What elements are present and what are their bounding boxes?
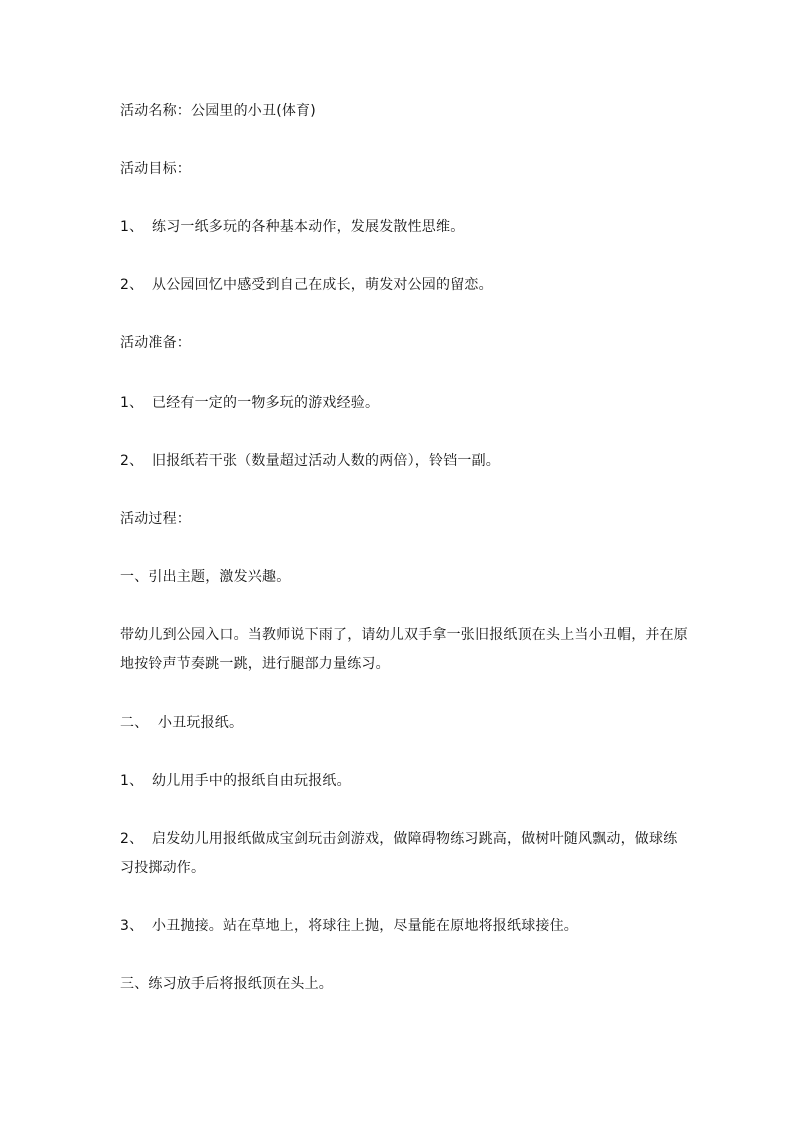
- prep-item-number: 1、: [120, 395, 144, 411]
- prep-heading: 活动准备：: [120, 335, 191, 351]
- prep-item-number: 2、: [120, 453, 144, 469]
- goal-item-text: 练习一纸多玩的各种基本动作，发展发散性思维。: [152, 219, 465, 235]
- goal-item: [120, 275, 493, 295]
- goal-item-text: 从公园回忆中感受到自己在成长，萌发对公园的留恋。: [152, 277, 493, 293]
- step2-heading: [120, 713, 243, 733]
- step3-heading: 三、练习放手后将报纸顶在头上。: [120, 976, 333, 992]
- prep-item: [120, 393, 379, 413]
- activity-title: 活动名称：公园里的小丑(体育): [120, 103, 316, 119]
- prep-item-text: 已经有一定的一物多玩的游戏经验。: [152, 395, 380, 411]
- goal-item-number: 1、: [120, 219, 144, 235]
- step2-item-number: 2、: [120, 831, 144, 847]
- step2-item-number: 3、: [120, 918, 144, 934]
- process-heading: 活动过程：: [120, 511, 191, 527]
- goal-item: [120, 217, 464, 237]
- step2-item-text: 幼儿用手中的报纸自由玩报纸。: [152, 773, 351, 789]
- step1-body-line: 地按铃声节奏跳一跳，进行腿部力量练习。: [120, 656, 390, 672]
- step2-item-text: 启发幼儿用报纸做成宝剑玩击剑游戏，做障碍物练习跳高，做树叶随风飘动，做球练: [152, 831, 678, 847]
- step1-heading: 一、引出主题，激发兴趣。: [120, 569, 291, 585]
- goal-item-number: 2、: [120, 277, 144, 293]
- goals-heading: 活动目标：: [120, 161, 191, 177]
- step2-heading-text: 小丑玩报纸。: [158, 715, 244, 731]
- step2-item-continuation: 习投掷动作。: [120, 860, 206, 876]
- step1-body-line: 带幼儿到公园入口。当教师说下雨了，请幼儿双手拿一张旧报纸顶在头上当小丑帽，并在原: [120, 627, 688, 643]
- prep-item-text: 旧报纸若干张（数量超过活动人数的两倍），铃铛一副。: [152, 453, 500, 469]
- step2-heading-number: 二、: [120, 715, 149, 731]
- step2-item: [120, 916, 578, 936]
- step2-item: [120, 829, 677, 849]
- prep-item: [120, 451, 500, 471]
- step2-item-number: 1、: [120, 773, 144, 789]
- step2-item-text: 小丑抛接。站在草地上，将球往上抛，尽量能在原地将报纸球接住。: [152, 918, 578, 934]
- step2-item: [120, 771, 351, 791]
